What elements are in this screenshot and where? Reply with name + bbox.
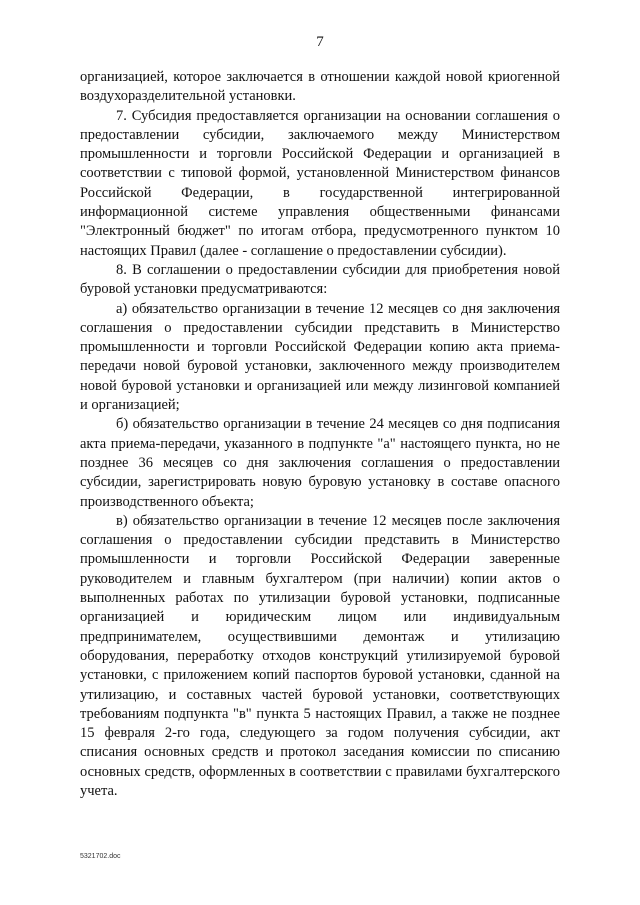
paragraph-subclause-a: а) обязательство организации в течение 12 месяцев со дня заключения соглашения о предоставлении субсидии представить в Министерство промышленности и торговли Российской Федерации копию акта приема-передачи новой буровой установки, заключенного между производителем новой буровой установки и организацией или между лизинговой компанией и организацией; (80, 300, 560, 414)
document-body (80, 68, 560, 801)
paragraph-subclause-b: б) обязательство организации в течение 24 месяцев со дня подписания акта приема-передачи, указанного в подпункте "а" настоящего пункта, но не позднее 36 месяцев со дня заключения соглашения о предоставлении субсидии, зарегистрировать новую буровую установку в составе опасного производственного объекта; (80, 416, 560, 510)
paragraph-clause-7: 7. Субсидия предоставляется организации на основании соглашения о предоставлении субсидии, заключаемого между Министерством промышленности и торговли Российской Федерации и организацией в соответствии с типовой формой, установленной Министерством финансов Российской Федерации, в государственной интегрированной информационной системе управления общественными финансами "Электронный бюджет" по итогам отбора, предусмотренного пунктом 10 настоящих Правил (далее - соглашение о предоставлении субсидии). (80, 107, 560, 259)
paragraph-subclause-v: в) обязательство организации в течение 12 месяцев после заключения соглашения о предоставлении субсидии представить в Министерство промышленности и торговли Российской Федерации заверенные руководителем и главным бухгалтером (при наличии) копии актов о выполненных работах по утилизации буровой установки, подписанные организацией и юридическим лицом или индивидуальным предпринимателем, осуществившими демонтаж и утилизацию оборудования, переработку отходов конструкций утилизируемой буровой установки, с приложением копий паспортов буровой установки, сданной на утилизацию, и составных частей буровой установки, соответствующих требованиям подпункта "в" пункта 5 настоящих Правил, а также не позднее 15 февраля 2-го года, следующего за годом получения субсидии, акт списания основных средств и протокол заседания комиссии по списанию основных средств, оформленных в соответствии с правилами бухгалтерского учета. (80, 512, 560, 799)
paragraph-clause-8: 8. В соглашении о предоставлении субсидии для приобретения новой буровой установки предусматриваются: (80, 261, 560, 298)
page-number: 7 (316, 34, 324, 50)
file-name-footer: 5321702.doc (80, 853, 121, 860)
paragraph-continuation: организацией, которое заключается в отношении каждой новой криогенной воздухоразделительной установки. (80, 69, 560, 105)
